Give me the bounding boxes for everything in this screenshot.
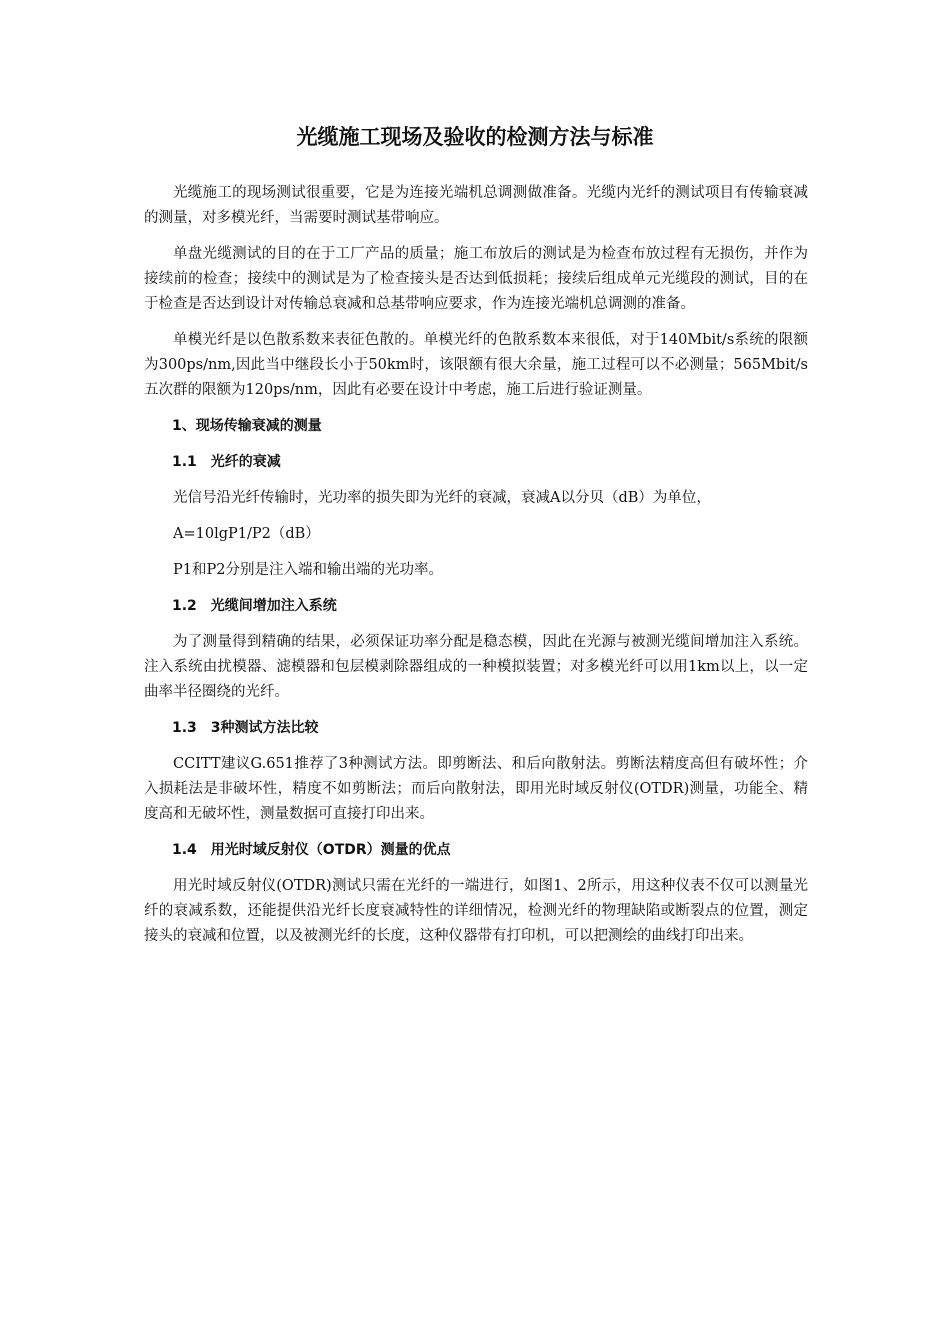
section-heading-1: 1、现场传输衰减的测量 xyxy=(172,418,322,434)
test-methods-paragraph: CCITT建议G.651推荐了3种测试方法。即剪断法、和后向散射法。剪断法精度高但有破坏性；介入损耗法是非破坏性，精度不如剪断法；而后向散射法，即用光时域反射仪(OTDR)测量，功能全、精度高和无破坏性，测量数据可直接打印出来。 xyxy=(144,756,808,822)
attenuation-formula: A=10lgP1/P2（dB） xyxy=(173,526,320,542)
section-heading-1-3: 1.3 3种测试方法比较 xyxy=(172,720,319,736)
intro-paragraph: 光缆施工的现场测试很重要，它是为连接光端机总调测做准备。光缆内光纤的测试项目有传输衰减的测量，对多模光纤，当需要时测试基带响应。 xyxy=(144,185,808,226)
section-heading-1-2: 1.2 光缆间增加注入系统 xyxy=(172,598,337,614)
intro-paragraph: 单模光纤是以色散系数来表征色散的。单模光纤的色散系数本来很低，对于140Mbit/s系统的限额为300ps/nm,因此当中继段长小于50km时，该限额有很大余量，施工过程可以不必测量；565Mbit/s五次群的限额为120ps/nm，因此有必要在设计中考虑，施工后进行验证测量。 xyxy=(144,332,808,398)
document-title: 光缆施工现场及验收的检测方法与标准 xyxy=(296,125,654,149)
power-definition: P1和P2分别是注入端和输出端的光功率。 xyxy=(173,562,443,578)
intro-paragraph: 单盘光缆测试的目的在于工厂产品的质量；施工布放后的测试是为检查布放过程有无损伤，并作为接续前的检查；接续中的测试是为了检查接头是否达到低损耗；接续后组成单元光缆段的测试，目的在于检查是否达到设计对传输总衰减和总基带响应要求，作为连接光端机总调测的准备。 xyxy=(144,246,808,312)
section-heading-1-1: 1.1 光纤的衰减 xyxy=(172,454,281,470)
injection-system-paragraph: 为了测量得到精确的结果，必须保证功率分配是稳态模，因此在光源与被测光缆间增加注入系统。注入系统由扰模器、滤模器和包层模剥除器组成的一种模拟装置；对多模光纤可以用1km以上，以一定曲率半径圈绕的光纤。 xyxy=(144,634,808,700)
otdr-paragraph: 用光时域反射仪(OTDR)测试只需在光纤的一端进行，如图1、2所示，用这种仪表不仅可以测量光纤的衰减系数，还能提供沿光纤长度衰减特性的详细情况，检测光纤的物理缺陷或断裂点的位置，测定接头的衰减和位置，以及被测光纤的长度，这种仪器带有打印机，可以把测绘的曲线打印出来。 xyxy=(144,878,808,944)
section-heading-1-4: 1.4 用光时域反射仪（OTDR）测量的优点 xyxy=(172,842,451,858)
document-body xyxy=(144,181,808,960)
attenuation-description: 光信号沿光纤传输时，光功率的损失即为光纤的衰减，衰减A以分贝（dB）为单位， xyxy=(173,490,711,506)
